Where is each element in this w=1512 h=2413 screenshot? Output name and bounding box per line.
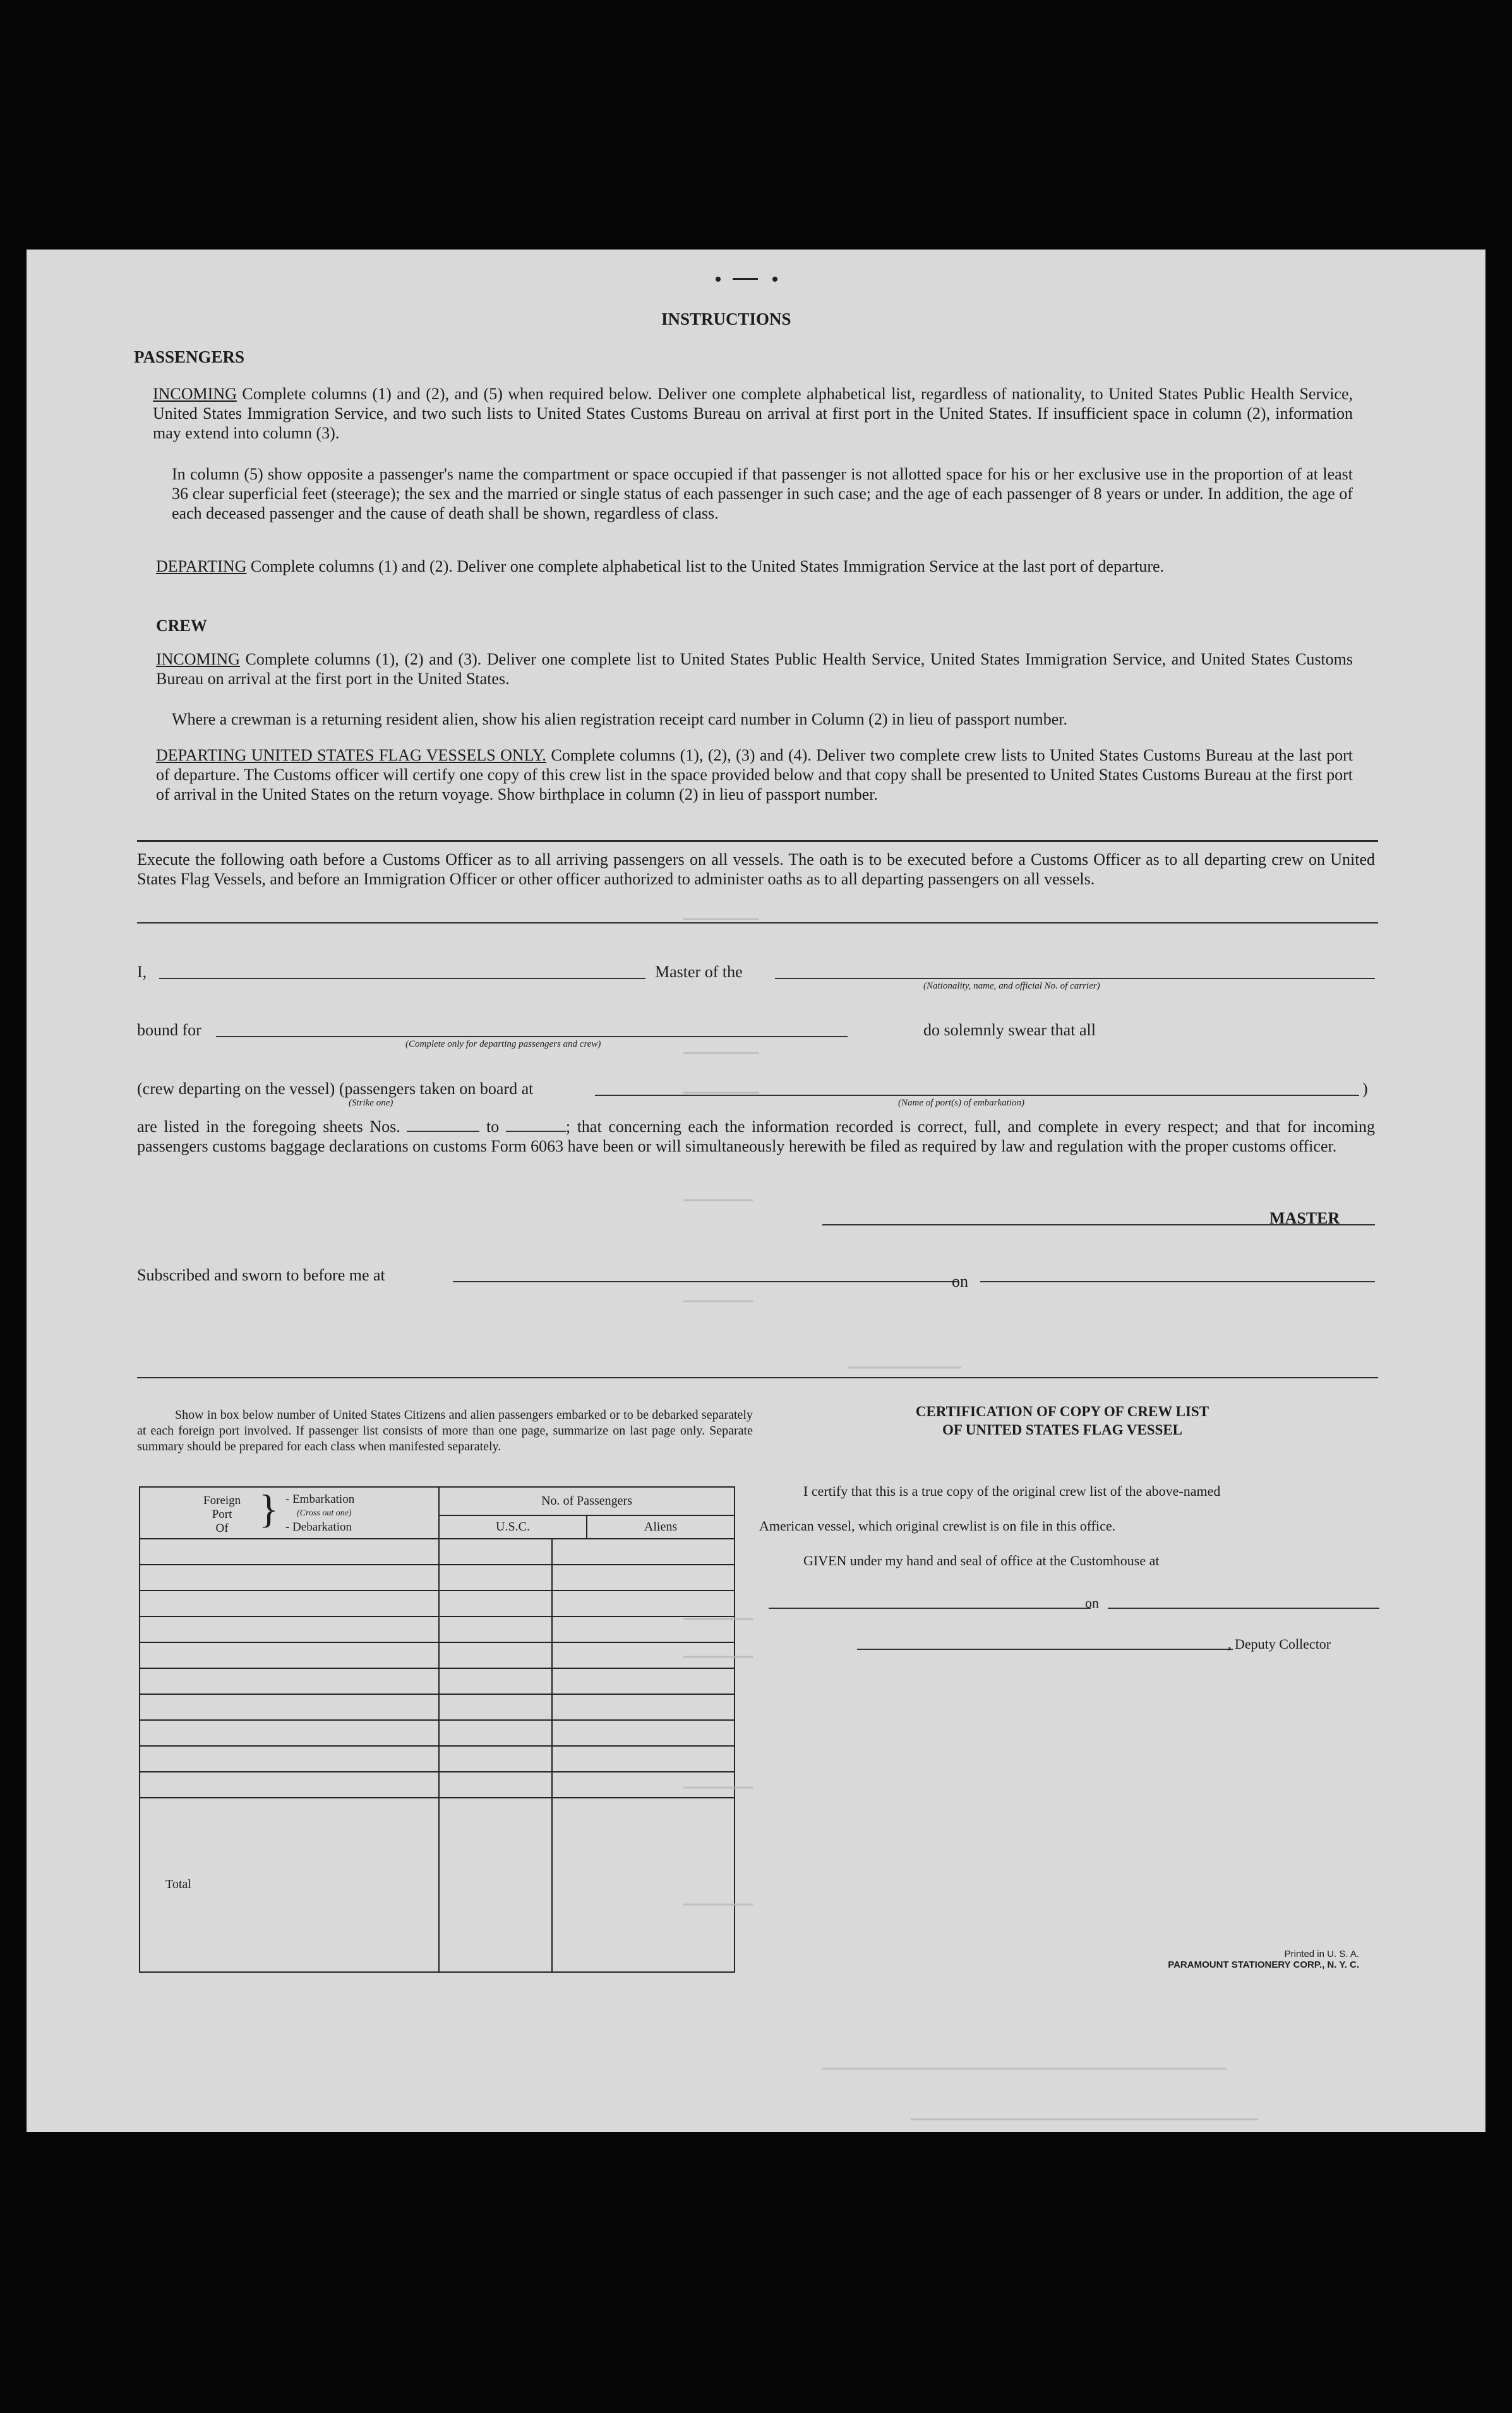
printer-line2: PARAMOUNT STATIONERY CORP., N. Y. C. bbox=[1168, 1959, 1359, 1970]
brace-icon: } bbox=[259, 1486, 279, 1531]
carrier-caption: (Nationality, name, and official No. of carrier) bbox=[923, 981, 1100, 991]
crew-passengers-label: (crew departing on the vessel) (passengers taken on board at bbox=[137, 1080, 534, 1098]
instructions-title: INSTRUCTIONS bbox=[661, 310, 791, 328]
close-paren: ) bbox=[1362, 1080, 1368, 1098]
crew-departing-label: DEPARTING UNITED STATES FLAG VESSELS ONLY. bbox=[156, 746, 546, 764]
port-label: Port bbox=[212, 1508, 232, 1521]
crew-heading: CREW bbox=[156, 617, 207, 635]
crew-departing-text: Complete columns (1), (2), (3) and (4). Deliver two complete crew lists to United States Customs Bureau at the last port of departure. The Customs officer will certify one copy of this crew list in the space provided below and that copy shall be presented to United States Customs Bureau at the first port of arrival in the United States on the return voyage. Show birthplace in column (2) in lieu of passport number. bbox=[156, 746, 1353, 803]
certify-line2: American vessel, which original crewlist is on file in this office. bbox=[759, 1518, 1116, 1534]
certification-title-line2: OF UNITED STATES FLAG VESSEL bbox=[942, 1422, 1183, 1438]
to-label: to bbox=[486, 1117, 500, 1136]
deputy-collector-label: , Deputy Collector bbox=[1228, 1636, 1331, 1652]
bleed-through-marks bbox=[27, 250, 1485, 2132]
foreign-label: Foreign bbox=[203, 1494, 241, 1507]
total-label: Total bbox=[140, 1798, 439, 1972]
certification-title-line1: CERTIFICATION OF COPY OF CREW LIST bbox=[915, 1404, 1209, 1419]
passengers-departing-label: DEPARTING bbox=[156, 557, 247, 575]
crew-incoming-text: Complete columns (1), (2) and (3). Deliver one complete list to United States Public Health Service, United States Immigration Service, and United States Customs Bureau on arrival at the first port in the United States. bbox=[156, 650, 1353, 688]
crew-incoming-label: INCOMING bbox=[156, 650, 240, 668]
passengers-incoming-label: INCOMING bbox=[153, 385, 237, 403]
certify-line1: I certify that this is a true copy of the original crew list of the above-named bbox=[803, 1483, 1221, 1499]
column5-paragraph: In column (5) show opposite a passenger's name the compartment or space occupied if that passenger is not allotted space for his or her exclusive use in the proportion of at least 36 clear superficial feet (steerage); the sex and the married or single status of each passenger in such case; and the age of each passenger of 8 years or under. In addition, the age of each deceased passenger and the cause of death shall be shown, regardless of class. bbox=[172, 465, 1353, 522]
given-line: GIVEN under my hand and seal of office at the Customhouse at bbox=[803, 1553, 1160, 1568]
oath-i-label: I, bbox=[137, 963, 147, 981]
summary-instruction: Show in box below number of United States Citizens and alien passengers embarked or to be debarked separately at each foreign port involved. If passenger list consists of more than one page, summarize on last page only. Separate summary should be prepared for each class when manifested separately. bbox=[137, 1408, 753, 1453]
passengers-heading: PASSENGERS bbox=[134, 347, 245, 366]
returning-alien-paragraph: Where a crewman is a returning resident alien, show his alien registration receipt card number in Column (2) in lieu of passport number. bbox=[172, 710, 1068, 728]
cross-out-label: (Cross out one) bbox=[297, 1508, 352, 1518]
listed-in-label: are listed in the foregoing sheets Nos. bbox=[137, 1117, 400, 1136]
usc-label: U.S.C. bbox=[440, 1516, 587, 1538]
bound-for-caption: (Complete only for departing passengers and crew) bbox=[405, 1039, 601, 1049]
of-label: Of bbox=[215, 1522, 229, 1535]
passengers-incoming-text: Complete columns (1) and (2), and (5) when required below. Deliver one complete alphabetical list, regardless of nationality, to United States Public Health Service, United States Immigration Service, and two such lists to United States Customs Bureau on arrival at first port in the United States. If insufficient space in column (2), information may extend into column (3). bbox=[153, 385, 1353, 442]
oath-intro: Execute the following oath before a Customs Officer as to all arriving passengers on all vessels. The oath is to be executed before a Customs Officer as to all departing crew on United States Flag Vessels, and before an Immigration Officer or other officer authorized to administer oaths as to all departing passengers on all vessels. bbox=[137, 850, 1375, 888]
master-of-the-label: Master of the bbox=[655, 963, 743, 981]
port-caption: (Name of port(s) of embarkation) bbox=[898, 1098, 1024, 1108]
solemnly-swear-label: do solemnly swear that all bbox=[923, 1021, 1096, 1039]
no-of-passengers-label: No. of Passengers bbox=[440, 1488, 734, 1516]
subscribed-label: Subscribed and sworn to before me at bbox=[137, 1266, 385, 1284]
document-sheet bbox=[27, 250, 1485, 2132]
subscribed-on-label: on bbox=[952, 1272, 968, 1291]
aliens-label: Aliens bbox=[644, 1520, 678, 1534]
listed-rest: ; that concerning each the information recorded is correct, full, and complete in every respect; and that for incoming passengers customs baggage declarations on customs Form 6063 have been or will simultaneously herewith be filed as required by law and regulation with the proper customs officer. bbox=[137, 1117, 1376, 1155]
certification-on-label: on bbox=[1085, 1595, 1099, 1611]
passengers-departing-text: Complete columns (1) and (2). Deliver one complete alphabetical list to the United States Immigration Service at the last port of departure. bbox=[250, 557, 1165, 575]
printer-line1: Printed in U. S. A. bbox=[1284, 1949, 1359, 1959]
debarkation-label: - Debarkation bbox=[285, 1520, 352, 1534]
master-label: MASTER bbox=[1269, 1209, 1340, 1227]
bound-for-label: bound for bbox=[137, 1021, 201, 1039]
embarkation-label: - Embarkation bbox=[285, 1493, 355, 1506]
strike-one-caption: (Strike one) bbox=[349, 1098, 393, 1108]
